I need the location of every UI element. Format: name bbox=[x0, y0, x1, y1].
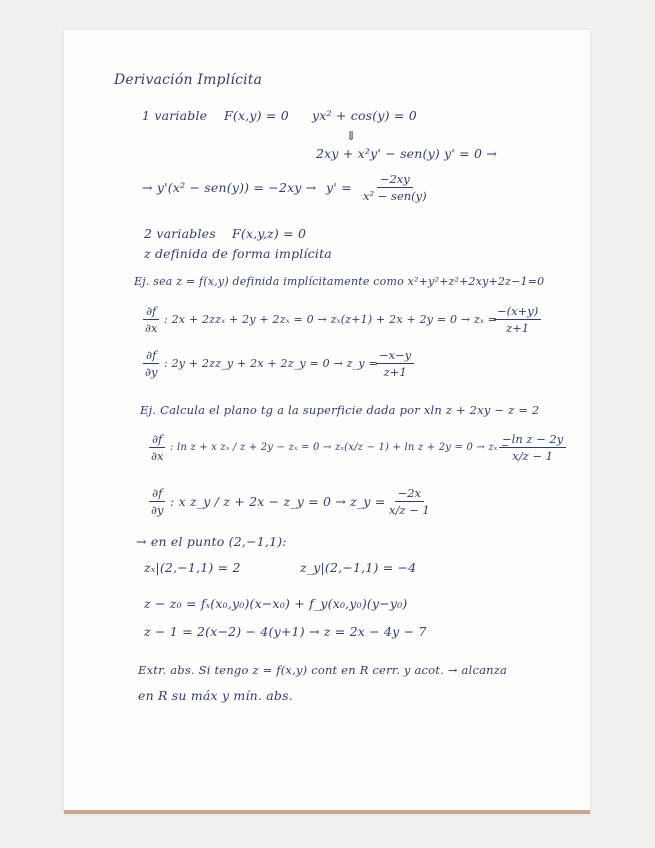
point-intro: → en el punto (2,−1,1): bbox=[136, 534, 287, 549]
partial-f: ∂f bbox=[149, 486, 165, 502]
fraction-numerator: −2xy bbox=[377, 172, 413, 188]
one-variable-definition: F(x,y) = 0 bbox=[224, 108, 289, 123]
implication-arrow: ⇓ bbox=[346, 128, 357, 143]
example2-dfdx bbox=[148, 432, 166, 463]
two-variables-note: z definida de forma implícita bbox=[144, 246, 332, 261]
fraction-numerator: −ln z − 2y bbox=[499, 432, 566, 448]
one-variable-label: 1 variable bbox=[142, 108, 208, 123]
extremes-line-2: en R su máx y mín. abs. bbox=[138, 688, 293, 703]
fraction-denominator: x² − sen(y) bbox=[363, 189, 427, 203]
fraction-numerator: −2x bbox=[395, 486, 424, 502]
example2-eq-x: : ln z + x zₓ / z + 2y − zₓ = 0 → zₓ(x/z − 1) + ln z + 2y = 0 → zₓ = bbox=[170, 442, 510, 453]
partial-y: ∂y bbox=[145, 365, 158, 379]
example2-zx-fraction bbox=[499, 432, 566, 463]
partial-f: ∂f bbox=[149, 432, 165, 448]
one-variable-yprime-fraction bbox=[360, 172, 430, 203]
example1-eq-x: : 2x + 2zzₓ + 2y + 2zₓ = 0 → zₓ(z+1) + 2x + 2y = 0 → zₓ = bbox=[164, 313, 498, 326]
example2-zy-fraction bbox=[386, 486, 433, 517]
fraction-numerator: −x−y bbox=[376, 348, 414, 364]
fraction-denominator: x/z − 1 bbox=[389, 503, 430, 517]
one-variable-derivative: 2xy + x²y' − sen(y) y' = 0 → bbox=[316, 146, 498, 161]
example2-dfdy bbox=[148, 486, 166, 517]
partial-x: ∂x bbox=[151, 449, 164, 463]
example1-dfdy bbox=[142, 348, 160, 379]
example1-zy-fraction bbox=[376, 348, 414, 379]
partial-f: ∂f bbox=[143, 348, 159, 364]
fraction-denominator: x/z − 1 bbox=[512, 449, 553, 463]
tangent-plane-specific: z − 1 = 2(x−2) − 4(y+1) → z = 2x − 4y − 7 bbox=[144, 624, 427, 639]
example1-statement: Ej. sea z = f(x,y) definida implícitamente como x²+y²+z²+2xy+2z−1=0 bbox=[134, 275, 545, 288]
example1-zx-fraction bbox=[494, 304, 541, 335]
example1-eq-y: : 2y + 2zz_y + 2x + 2z_y = 0 → z_y = bbox=[164, 357, 378, 370]
one-variable-solve: → y'(x² − sen(y)) = −2xy → bbox=[142, 180, 317, 195]
partial-y: ∂y bbox=[151, 503, 164, 517]
one-variable-yprime-label: y' = bbox=[326, 180, 352, 195]
one-variable-example: yx² + cos(y) = 0 bbox=[312, 108, 417, 123]
zy-value: z_y|(2,−1,1) = −4 bbox=[300, 560, 417, 575]
zx-value: zₓ|(2,−1,1) = 2 bbox=[144, 560, 241, 575]
example1-dfdx bbox=[142, 304, 160, 335]
partial-f: ∂f bbox=[143, 304, 159, 320]
notebook-page bbox=[64, 30, 590, 814]
fraction-numerator: −(x+y) bbox=[494, 304, 541, 320]
partial-x: ∂x bbox=[145, 321, 158, 335]
example2-statement: Ej. Calcula el plano tg a la superficie dada por xln z + 2xy − z = 2 bbox=[140, 403, 540, 417]
page-title: Derivación Implícita bbox=[114, 72, 263, 88]
fraction-denominator: z+1 bbox=[383, 365, 407, 379]
two-variables-definition: F(x,y,z) = 0 bbox=[232, 226, 307, 241]
tangent-plane-general: z − z₀ = fₓ(x₀,y₀)(x−x₀) + f_y(x₀,y₀)(y−y₀) bbox=[144, 596, 408, 611]
two-variables-label: 2 variables bbox=[144, 226, 216, 241]
example2-eq-y: : x z_y / z + 2x − z_y = 0 → z_y = bbox=[170, 494, 386, 509]
fraction-denominator: z+1 bbox=[506, 321, 530, 335]
extremes-line-1: Extr. abs. Si tengo z = f(x,y) cont en R cerr. y acot. → alcanza bbox=[138, 663, 508, 677]
